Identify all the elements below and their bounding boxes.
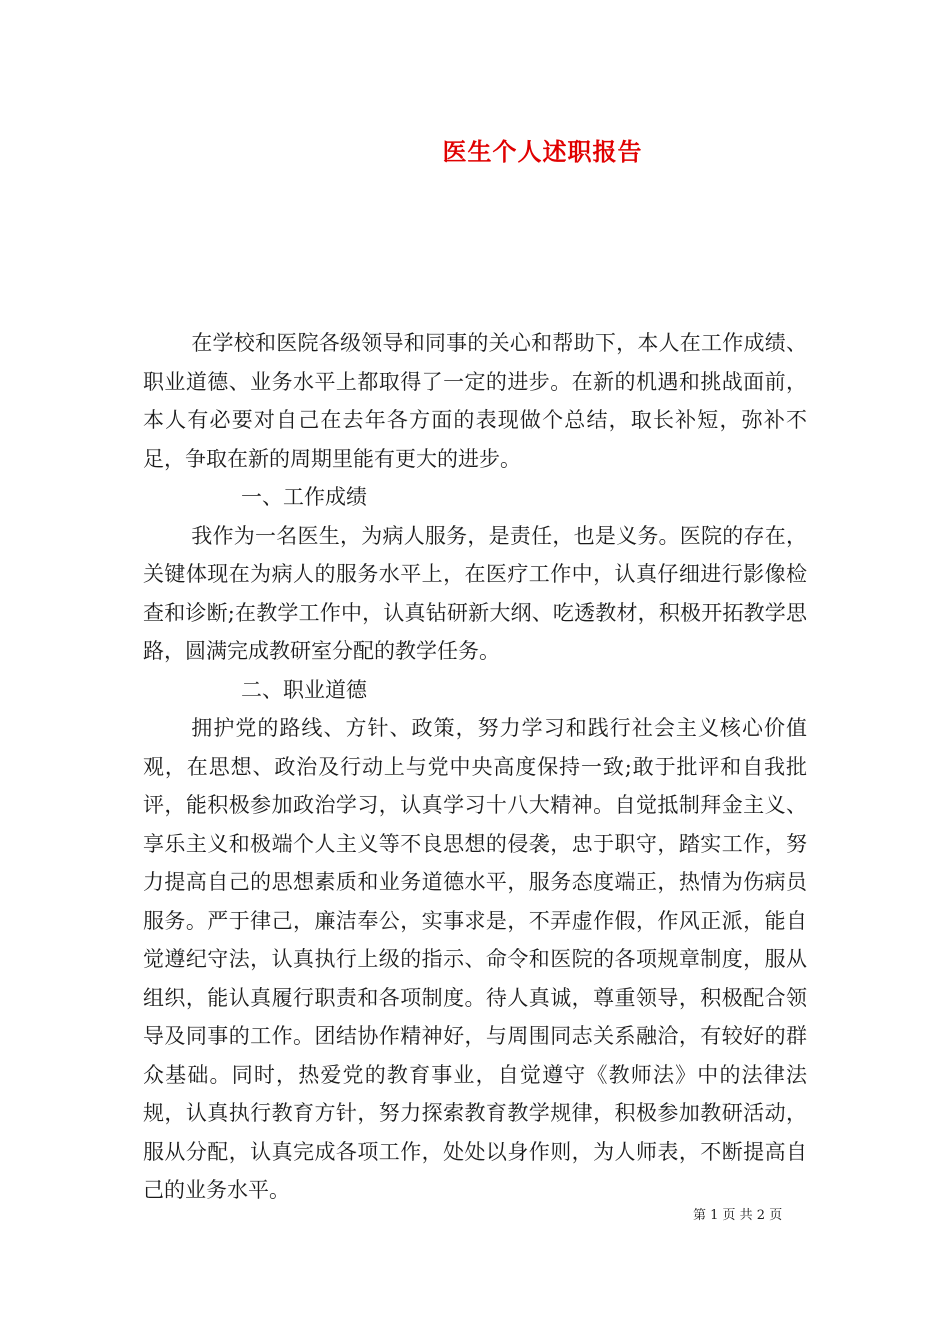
intro-paragraph: 在学校和医院各级领导和同事的关心和帮助下，本人在工作成绩、职业道德、业务水平上都取得了一定的进步。在新的机遇和挑战面前，本人有必要对自己在去年各方面的表现做个总结，取长补短，弥补不足，争取在新的周期里能有更大的进步。 [143,331,807,471]
work-paragraph: 我作为一名医生，为病人服务，是责任，也是义务。医院的存在，关键体现在为病人的服务水平上，在医疗工作中，认真仔细进行影像检查和诊断;在教学工作中，认真钻研新大纲、吃透教材，积极开拓教学思路，圆满完成教研室分配的教学任务。 [143,523,807,663]
section-heading-work: 一、工作成绩 [241,485,367,509]
document-body [143,324,807,1210]
ethics-paragraph: 拥护党的路线、方针、政策，努力学习和践行社会主义核心价值观，在思想、政治及行动上与党中央高度保持一致;敢于批评和自我批评，能积极参加政治学习，认真学习十八大精神。自觉抵制拜金主义、享乐主义和极端个人主义等不良思想的侵袭，忠于职守，踏实工作，努力提高自己的思想素质和业务道德水平，服务态度端正，热情为伤病员服务。严于律己，廉洁奉公，实事求是，不弄虚作假，作风正派，能自觉遵纪守法，认真执行上级的指示、命令和医院的各项规章制度，服从组织，能认真履行职责和各项制度。待人真诚，尊重领导，积极配合领导及同事的工作。团结协作精神好，与周围同志关系融洽，有较好的群众基础。同时，热爱党的教育事业，自觉遵守《教师法》中的法律法规，认真执行教育方针，努力探索教育教学规律，积极参加教研活动，服从分配，认真完成各项工作，处处以身作则，为人师表，不断提高自己的业务水平。 [143,716,807,1202]
document-title: 医生个人述职报告 [442,137,643,166]
section-heading-ethics: 二、职业道德 [241,677,367,702]
page-number: 第 1 页 共 2 页 [693,1208,783,1223]
